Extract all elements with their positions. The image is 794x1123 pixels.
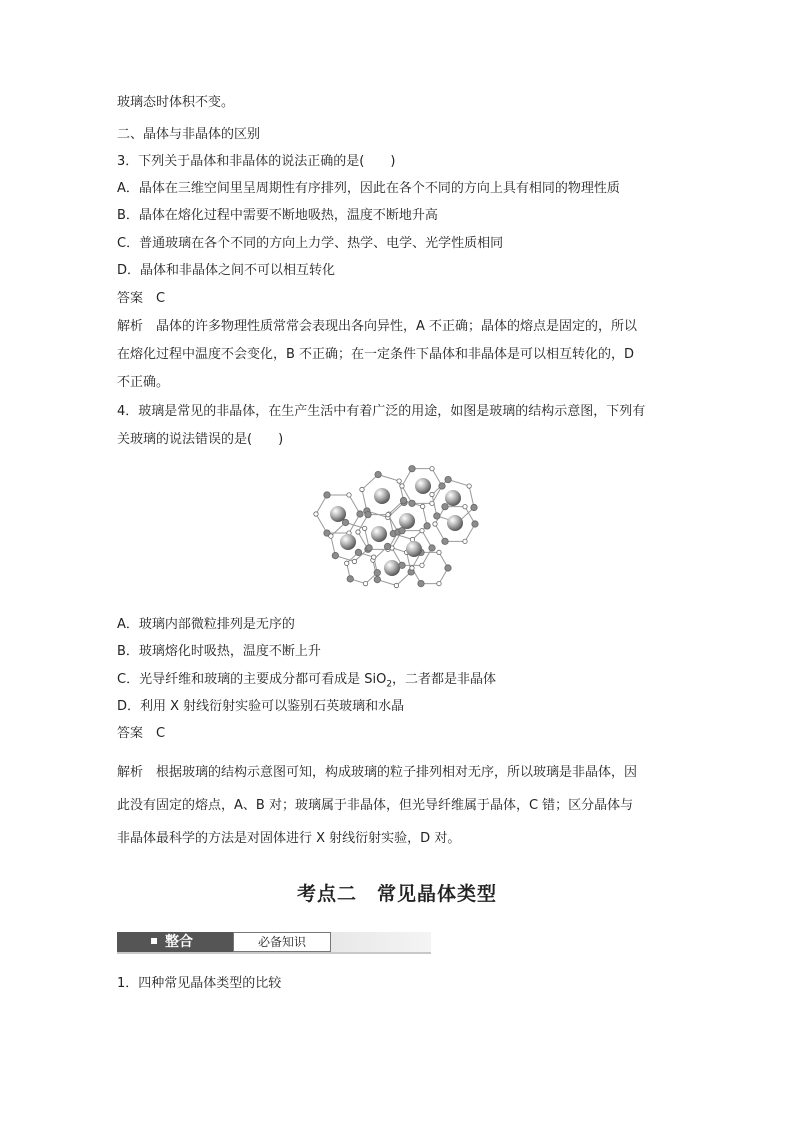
explanation-4-line1: 解析 根据玻璃的结构示意图可知，构成玻璃的粒子排列相对无序，所以玻璃是非晶体，因 [117, 765, 638, 780]
bond-ring [412, 552, 448, 583]
question-3-option-b: B．晶体在熔化过程中需要不断地吸热，温度不断地升高 [117, 208, 438, 223]
silicon-atom [366, 545, 372, 551]
answer-4: 答案 C [117, 726, 166, 741]
question-3: 3．下列关于晶体和非晶体的说法正确的是( ) [117, 154, 396, 169]
question-4-option-a: A．玻璃内部微粒排列是无序的 [117, 617, 295, 632]
question-4-line2: 关玻璃的说法错误的是( ) [117, 432, 284, 447]
question-3-option-d: D．晶体和非晶体之间不可以相互转化 [117, 263, 336, 278]
option-c-subscript: 2 [386, 679, 393, 690]
banner-label-left [117, 932, 233, 952]
silicon-atom [357, 511, 363, 517]
ion-sphere [399, 513, 415, 529]
oxygen-atom [420, 504, 424, 508]
explanation-4-line3: 非晶体最科学的方法是对固体进行 X 射线衍射实验，D 对。 [117, 831, 461, 846]
ion-sphere [374, 488, 390, 504]
explanation-3-line1: 解析 晶体的许多物理性质常常会表现出各向异性，A 不正确；晶体的熔点是固定的，所以 [117, 319, 638, 334]
silicon-atom [355, 549, 361, 555]
oxygen-atom [394, 583, 398, 587]
oxygen-atom [467, 484, 471, 488]
answer-3: 答案 C [117, 291, 166, 306]
glass-structure-diagram [300, 456, 495, 606]
option-c-text-pre: C．光导纤维和玻璃的主要成分都可看成是 SiO [117, 672, 387, 687]
subheading-crystal-vs-amorphous: 二、晶体与非晶体的区别 [117, 127, 261, 142]
text-line: 玻璃态时体积不变。 [117, 95, 235, 110]
square-bullet-icon [151, 938, 157, 944]
silicon-atom [374, 570, 380, 576]
oxygen-atom [345, 561, 349, 565]
silicon-atom [409, 500, 415, 506]
question-3-option-c: C．普通玻璃在各个不同的方向上力学、热学、电学、光学性质相同 [117, 236, 504, 251]
oxygen-atom [362, 526, 366, 530]
silicon-atom [384, 543, 390, 549]
oxygen-atom [430, 492, 434, 496]
ion-sphere [445, 490, 461, 506]
silicon-atom [400, 497, 406, 503]
silicon-atom [439, 483, 445, 489]
oxygen-atom [430, 466, 434, 470]
oxygen-atom [430, 501, 434, 505]
oxygen-atom [463, 539, 467, 543]
question-3-option-a: A．晶体在三维空间里呈周期性有序排列，因此在各个不同的方向上具有相同的物理性质 [117, 181, 620, 196]
oxygen-atom [352, 559, 356, 563]
oxygen-atom [420, 528, 424, 532]
oxygen-atom [397, 479, 401, 483]
oxygen-atom [463, 504, 467, 508]
option-c-text-post: ，二者都是非晶体 [392, 672, 497, 687]
ion-sphere [330, 506, 346, 522]
oxygen-atom [360, 487, 364, 491]
explanation-4-line2: 此没有固定的熔点，A、B 对；玻璃属于非晶体，但光导纤维属于晶体，C 错；区分晶体与 [117, 798, 634, 813]
oxygen-atom [420, 563, 424, 567]
oxygen-atom [363, 581, 367, 585]
oxygen-atom [400, 484, 404, 488]
oxygen-atom [410, 566, 414, 570]
oxygen-atom [329, 534, 333, 538]
oxygen-atom [433, 522, 437, 526]
silicon-atom [434, 513, 440, 519]
silicon-atom [429, 545, 435, 551]
question-4-option-d: D．利用 X 射线衍射实验可以鉴别石英玻璃和水晶 [117, 699, 405, 714]
question-4-option-b: B．玻璃熔化时吸热，温度不断上升 [117, 644, 321, 659]
ion-sphere [415, 478, 431, 494]
silicon-atom [347, 576, 353, 582]
silicon-atom [375, 471, 381, 477]
silicon-atom [472, 521, 478, 527]
ion-sphere [384, 560, 400, 576]
silicon-atom [442, 503, 448, 509]
oxygen-atom [347, 493, 351, 497]
oxygen-atom [356, 530, 360, 534]
banner-underline [117, 952, 431, 954]
silicon-atom [442, 538, 448, 544]
ion-sphere [447, 515, 463, 531]
silicon-atom [342, 519, 348, 525]
ion-sphere [371, 526, 387, 542]
banner-left-text: 整合 [165, 934, 193, 950]
section-title: 考点二 常见晶体类型 [296, 883, 497, 905]
oxygen-atom [372, 555, 376, 559]
silicon-atom [471, 504, 477, 510]
explanation-3-line2: 在熔化过程中温度不会变化，B 不正确；在一定条件下晶体和非晶体是可以相互转化的，D [117, 347, 635, 362]
silicon-atom [332, 552, 338, 558]
silicon-atom [409, 465, 415, 471]
oxygen-atom [314, 512, 318, 516]
question-4-line1: 4．玻璃是常见的非晶体，在生产生活中有着广泛的用途，如图是玻璃的结构示意图，下列有 [117, 404, 646, 419]
silicon-atom [374, 576, 380, 582]
oxygen-atom [437, 550, 441, 554]
question-4-option-c [117, 671, 496, 694]
silicon-atom [445, 565, 451, 571]
section-banner [117, 932, 431, 954]
explanation-3-line3: 不正确。 [117, 375, 170, 390]
comparison-heading: 1．四种常见晶体类型的比较 [117, 976, 282, 991]
ion-sphere [340, 534, 356, 550]
silicon-atom [324, 492, 330, 498]
oxygen-atom [386, 512, 390, 516]
silicon-atom [445, 476, 451, 482]
banner-label-right: 必备知识 [233, 932, 331, 952]
ion-sphere [406, 541, 422, 557]
silicon-atom [424, 523, 430, 529]
oxygen-atom [437, 581, 441, 585]
silicon-atom [365, 511, 371, 517]
silicon-atom [418, 580, 424, 586]
